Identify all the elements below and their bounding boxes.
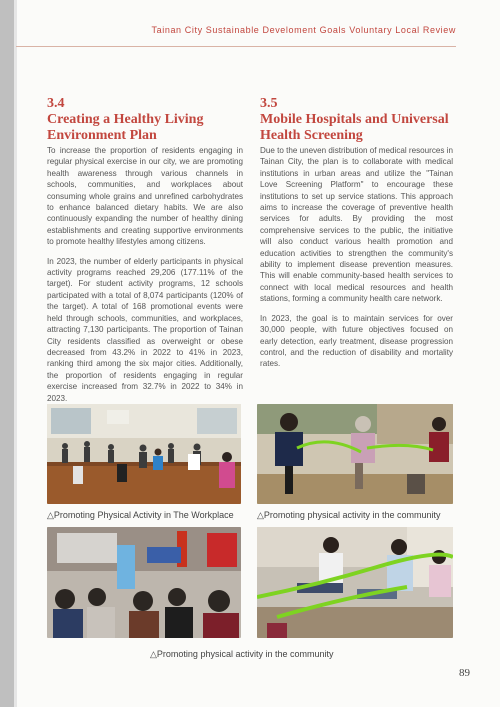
section-3-5 — [260, 96, 453, 378]
paragraph: Due to the uneven distribution of medical resources in Tainan City, the plan is to collaborate with medical institutions in urban areas and utilize the "Tainan Love Screening Platform" to encourage these institutions to set up service stations. This approach aims to increase the coverage of preventive health services for adults. By providing the most comprehensive services to the public, the initiative will also conduct various health promotion and education activities to strengthen the community's ability to implement disease prevention measures. This will enable community-based health services to connect with local medical resources and health stations, forming a community health care network. — [260, 146, 454, 304]
community-exercise-image — [257, 404, 453, 504]
section-number: 3.4 — [47, 96, 65, 111]
paragraph: In 2023, the number of elderly participants in physical activity programs reached 29,206 (177.11% of the target). For student activity programs, 12 schools participated with a total of 8,074 participants (120% of the target). A total of 168 promotional events were held through schools, communities, and workplaces, attracting 7,130 participants. The proportion of Tainan City residents classified as overweight or obese decreased from 43.2% in 2022 to 41% in 2023, ranking third among the six major cities. Additionally, the proportion of residents engaging in regular exercise increased from 32.7% in 2022 to 34% in 2023. — [47, 256, 243, 403]
paragraph: In 2023, the goal is to maintain services for over 30,000 people, with future objectives focused on early detection, early treatment, disease progression control, and the reduction of disability and mortality rates. — [260, 313, 453, 369]
caption-community-2: △Promoting physical activity in the community — [150, 649, 334, 659]
photo-workplace-exercise — [47, 404, 241, 504]
section-title-line1: Creating a Healthy Living — [47, 112, 204, 127]
section-title-line2: Environment Plan — [47, 128, 157, 143]
page-number: 89 — [459, 667, 470, 679]
caption-community-1: △Promoting physical activity in the community — [257, 510, 441, 520]
community-event-image — [47, 527, 241, 638]
page-header — [0, 18, 500, 46]
photo-community-event — [47, 527, 241, 638]
left-binding-bar — [0, 0, 14, 707]
caption-workplace: △Promoting Physical Activity in The Workplace — [47, 510, 234, 520]
workplace-exercise-image — [47, 404, 241, 504]
photo-community-band-exercise — [257, 527, 453, 638]
left-binding-edge — [14, 0, 17, 707]
section-number: 3.5 — [260, 96, 278, 111]
header-divider — [16, 46, 456, 47]
community-band-exercise-image — [257, 527, 453, 638]
header-title: Tainan City Sustainable Develoment Goals Voluntary Local Review — [151, 25, 456, 35]
paragraph: To increase the proportion of residents engaging in regular physical exercise in our city, we are promoting health awareness through various channels in schools, communities, and workplaces about consuming whole grains and unrefined carbohydrates to enhance balanced dietary habits. We are also continuously expanding the number of healthy dining establishments and creating supportive environments to promote healthy lifestyles among citizens. — [47, 146, 243, 247]
photo-community-seated-exercise — [257, 404, 453, 504]
section-3-4 — [47, 96, 243, 412]
section-title-line2: Health Screening — [260, 128, 363, 143]
section-title-line1: Mobile Hospitals and Universal — [260, 112, 449, 127]
